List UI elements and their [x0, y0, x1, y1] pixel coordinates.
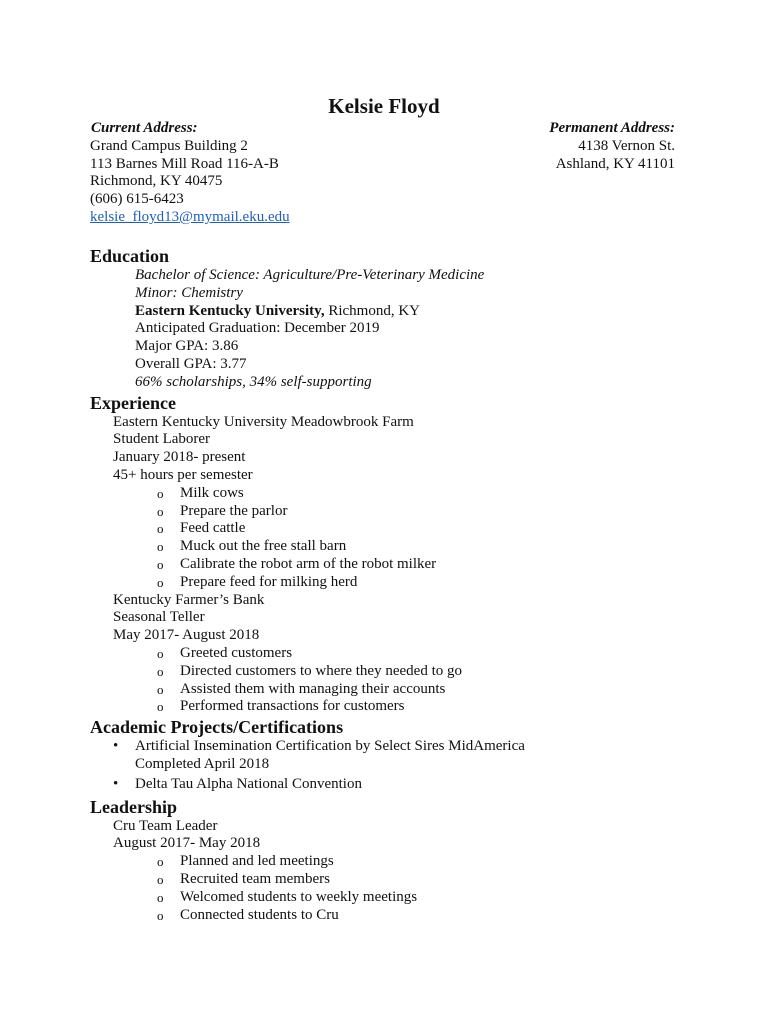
list-item: • Delta Tau Alpha National Convention: [113, 775, 362, 792]
bullet-icon: o: [157, 503, 164, 519]
resume-content: [90, 245, 690, 924]
school: [135, 303, 690, 321]
bullet-icon: o: [157, 871, 164, 887]
bullet-icon: o: [157, 907, 164, 923]
list-item: o Feed cattle: [157, 520, 246, 537]
phone-number: (606) 615-6423: [90, 191, 184, 208]
current-address-line: Grand Campus Building 2: [90, 137, 248, 154]
current-address-line: 113 Barnes Mill Road 116-A-B: [90, 155, 279, 172]
minor: Minor: Chemistry: [135, 284, 243, 301]
job-bank-duties: [90, 645, 690, 716]
list-item: o Welcomed students to weekly meetings: [157, 888, 418, 905]
permanent-address-line: Ashland, KY 41101: [555, 155, 675, 172]
list-item: o Prepare the parlor: [157, 502, 288, 519]
leadership-block: [90, 818, 690, 854]
bullet-icon: o: [157, 556, 164, 572]
bullet-icon: o: [157, 663, 164, 679]
job-farm: [90, 414, 690, 485]
bullet-icon: o: [157, 699, 164, 715]
current-address-line: Richmond, KY 40475: [90, 173, 223, 190]
current-address-label: Current Address:: [91, 120, 198, 136]
bullet-icon: o: [157, 574, 164, 590]
employer: Kentucky Farmer’s Bank: [113, 591, 265, 608]
projects-list: [90, 738, 690, 793]
job-title: Seasonal Teller: [113, 609, 205, 626]
project-completion: Completed April 2018: [135, 755, 270, 772]
bullet-icon: o: [157, 539, 164, 555]
list-item: o Directed customers to where they needed to go: [157, 662, 462, 679]
job-note: 45+ hours per semester: [113, 466, 253, 483]
permanent-address-line: 4138 Vernon St.: [578, 137, 675, 154]
school-name: Eastern Kentucky University,: [135, 302, 325, 319]
email-link[interactable]: kelsie_floyd13@mymail.eku.edu: [90, 208, 290, 225]
leadership-dates: August 2017- May 2018: [113, 835, 261, 852]
list-item: o Muck out the free stall barn: [157, 538, 347, 555]
list-item: o Planned and led meetings: [157, 853, 334, 870]
bullet-icon: o: [157, 485, 164, 501]
employer: Eastern Kentucky University Meadowbrook Farm: [113, 413, 414, 430]
job-dates: January 2018- present: [113, 449, 246, 466]
job-bank: [90, 592, 690, 645]
permanent-address-label: Permanent Address:: [549, 120, 675, 136]
overall-gpa: Overall GPA: 3.77: [135, 355, 247, 372]
leadership-role: Cru Team Leader: [113, 817, 218, 834]
list-item: o Prepare feed for milking herd: [157, 573, 358, 590]
education-block: [90, 267, 690, 392]
major-gpa: Major GPA: 3.86: [135, 338, 239, 355]
job-dates: May 2017- August 2018: [113, 627, 260, 644]
list-item: o Connected students to Cru: [157, 906, 339, 923]
funding: 66% scholarships, 34% self-supporting: [135, 373, 372, 390]
leadership-heading: Leadership: [90, 796, 178, 817]
bullet-icon: o: [157, 645, 164, 661]
list-item: o Recruited team members: [157, 870, 330, 887]
school-location: Richmond, KY: [324, 302, 421, 319]
bullet-icon: •: [113, 738, 119, 755]
bullet-icon: o: [157, 854, 164, 870]
job-title: Student Laborer: [113, 431, 211, 448]
list-item: o Performed transactions for customers: [157, 698, 405, 715]
bullet-icon: o: [157, 889, 164, 905]
bullet-icon: o: [157, 681, 164, 697]
degree: Bachelor of Science: Agriculture/Pre-Veterinary Medicine: [135, 267, 485, 283]
permanent-address-block: [549, 120, 675, 173]
list-item: o Greeted customers: [157, 644, 293, 661]
leadership-duties: [90, 853, 690, 924]
bullet-icon: •: [113, 775, 119, 792]
projects-heading: Academic Projects/Certifications: [90, 717, 344, 738]
list-item: o Calibrate the robot arm of the robot milker: [157, 555, 437, 572]
education-heading: Education: [90, 246, 170, 266]
bullet-icon: o: [157, 521, 164, 537]
graduation: Anticipated Graduation: December 2019: [135, 320, 380, 337]
list-item: o Milk cows: [157, 484, 244, 501]
list-item: • Artificial Insemination Certification by Select Sires MidAmerica Completed April 2018: [113, 738, 690, 774]
job-farm-duties: [90, 485, 690, 592]
list-item: o Assisted them with managing their accounts: [157, 680, 446, 697]
current-address-block: [90, 120, 290, 227]
resume-name: Kelsie Floyd: [328, 94, 440, 118]
experience-heading: Experience: [90, 392, 176, 413]
